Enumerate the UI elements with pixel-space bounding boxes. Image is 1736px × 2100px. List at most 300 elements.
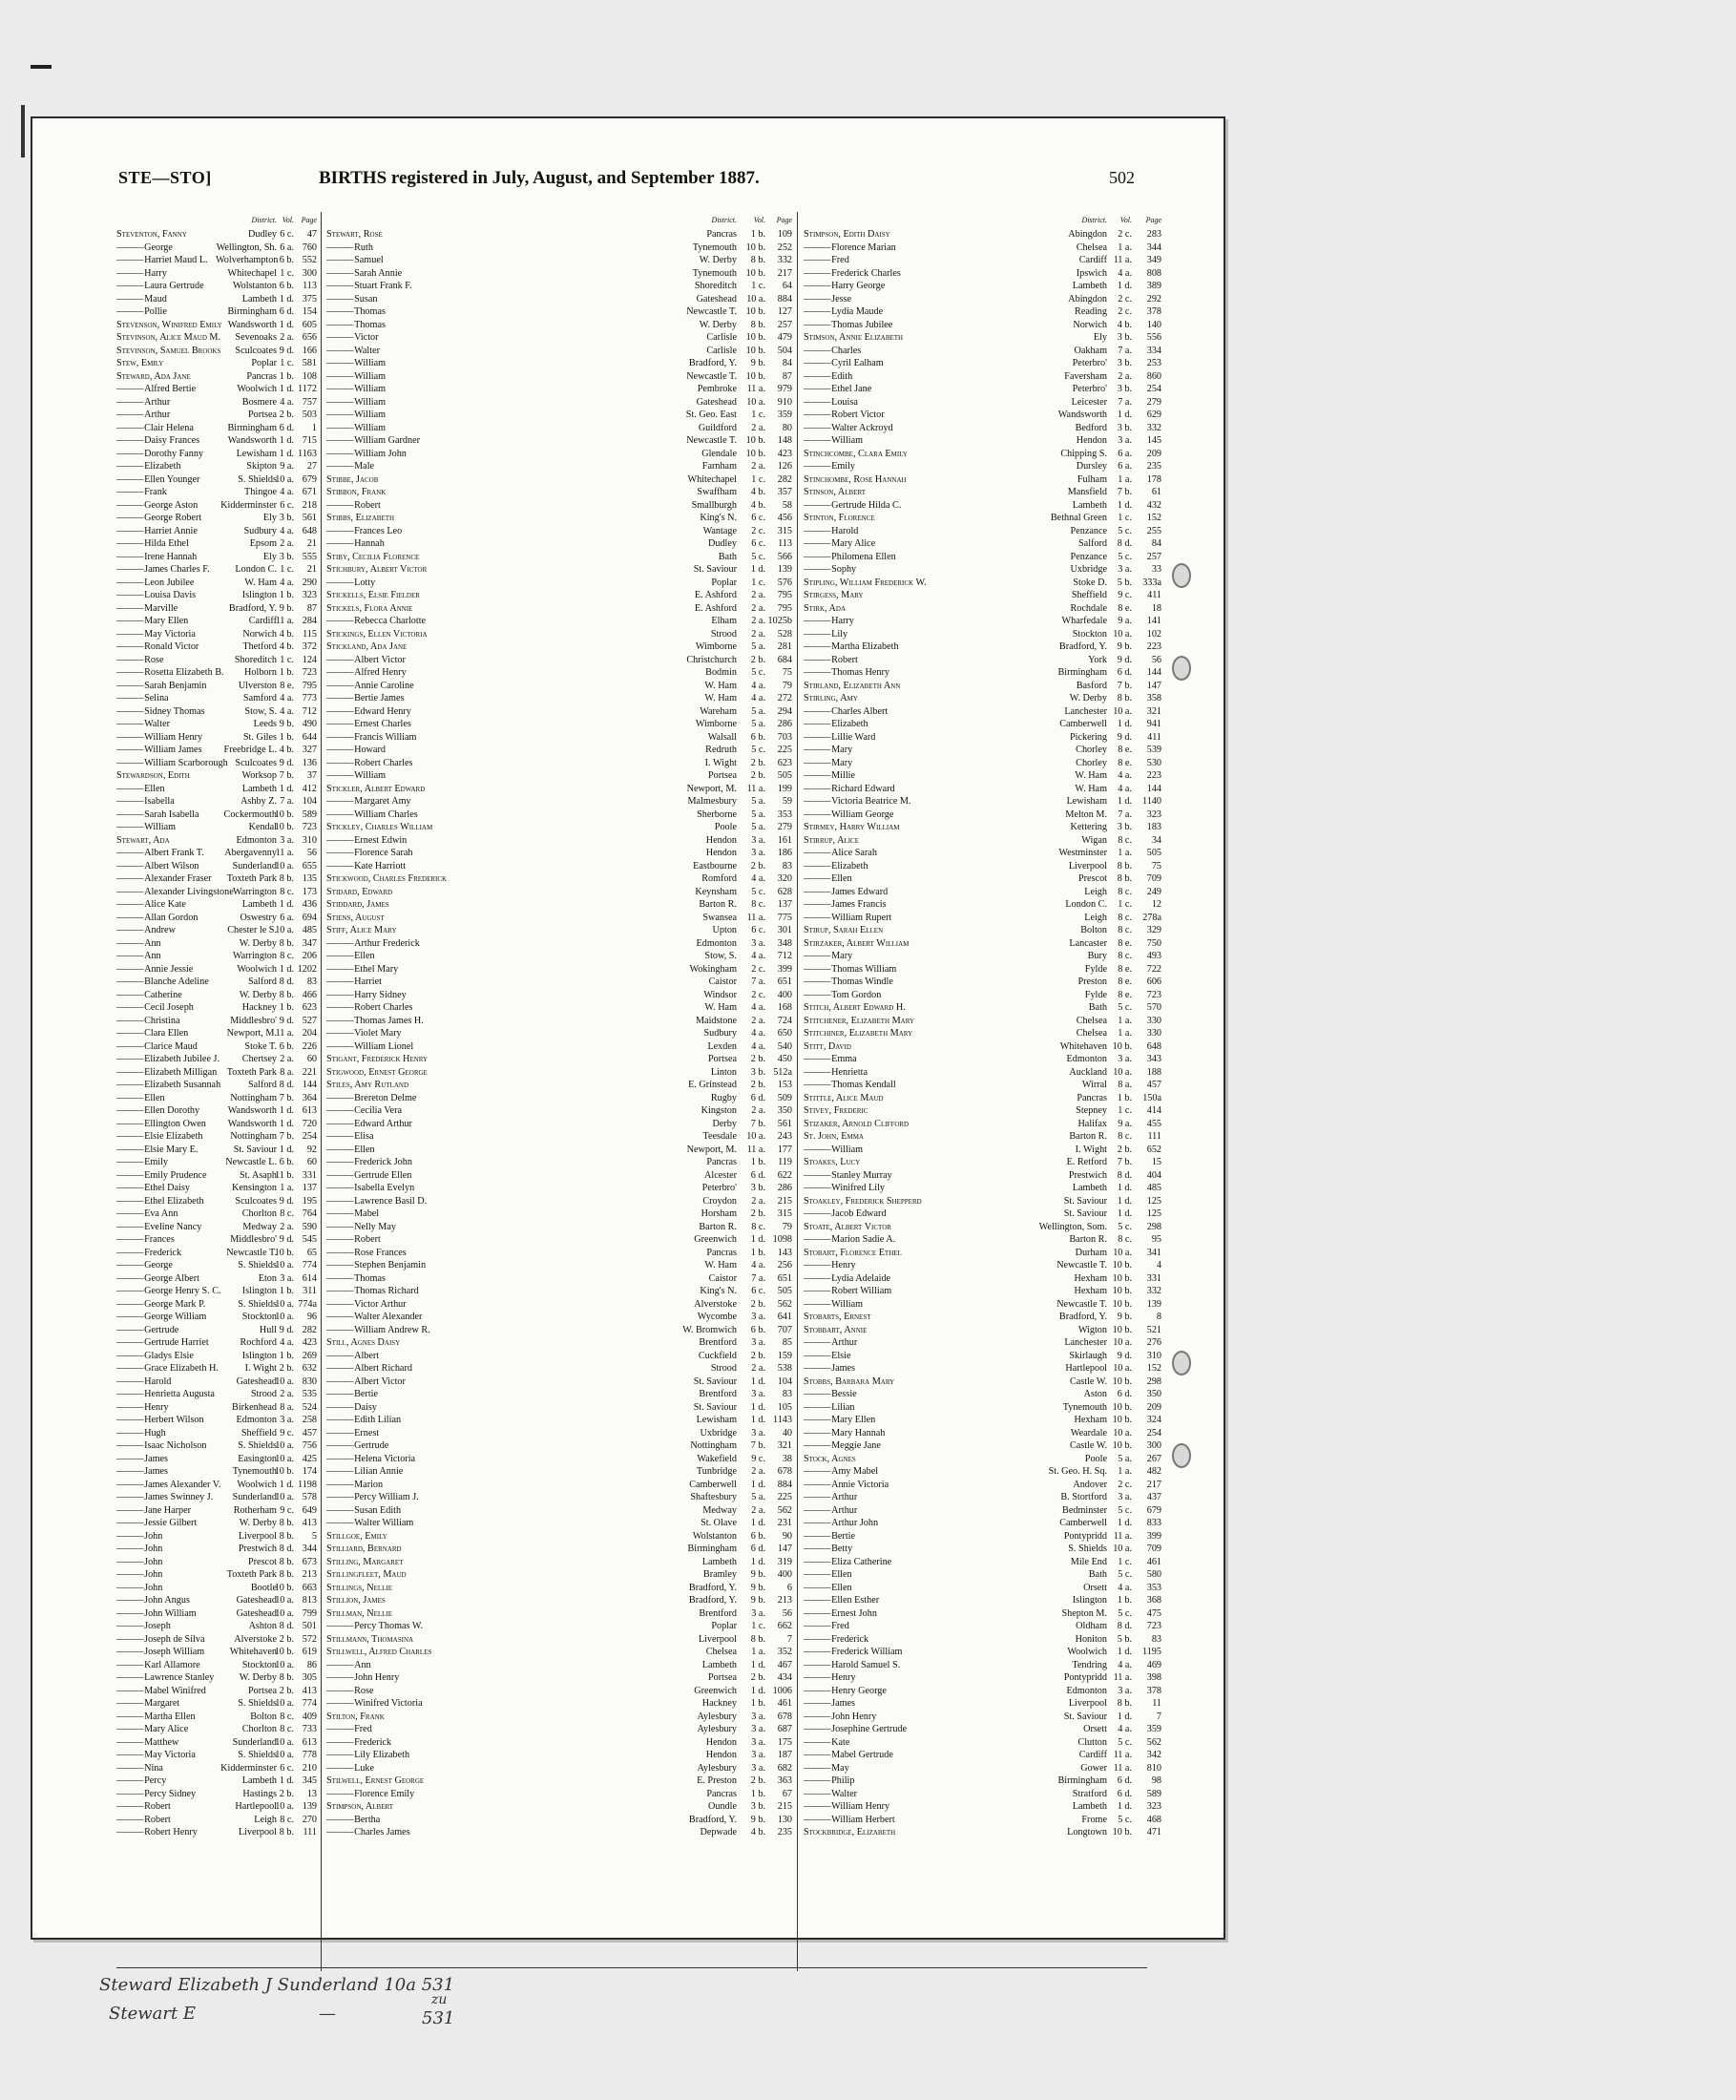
entry-name: ——— Edith — [804, 370, 1004, 384]
index-entry — [116, 551, 317, 564]
entry-district: Newport, M. — [686, 1144, 737, 1155]
entry-name: ——— Sarah Benjamin — [116, 680, 223, 693]
entry-district: Westminster — [1058, 848, 1107, 858]
index-entry — [116, 795, 317, 808]
entry-district: Aylesbury — [697, 1724, 737, 1734]
index-entry — [116, 821, 317, 834]
entry-page: 79 — [782, 1221, 792, 1232]
entry-volume: 3 a. — [1118, 1054, 1132, 1064]
index-entry — [804, 976, 1161, 989]
index-entry — [116, 1027, 317, 1040]
entry-district: W. Derby — [699, 319, 737, 330]
entry-page: 1202 — [297, 963, 317, 975]
entry-page: 209 — [1146, 448, 1161, 459]
index-entry — [804, 331, 1161, 345]
entry-page: 137 — [302, 1183, 317, 1193]
entry-volume: 6 c. — [751, 925, 765, 935]
entry-volume: 10 b. — [745, 332, 765, 343]
entry-page: 209 — [1146, 1401, 1161, 1413]
entry-volume: 9 a. — [1118, 1118, 1132, 1129]
index-entry — [804, 1504, 1161, 1518]
entry-name: ——— Henry George — [804, 1685, 1004, 1698]
entry-name: ——— Ellen — [116, 783, 223, 796]
entry-volume: 8 e. — [1118, 976, 1132, 987]
entry-volume: 10 a. — [275, 1698, 294, 1709]
entry-page: 258 — [302, 1415, 317, 1425]
entry-name: Stirrup, Alice — [804, 834, 859, 846]
entry-volume: 1 d. — [1117, 1208, 1132, 1219]
entry-volume: 9 b. — [750, 1814, 765, 1825]
entry-volume: 10 a. — [275, 1659, 294, 1670]
entry-volume: 2 a. — [280, 538, 294, 549]
entry-volume: 1 a. — [280, 1183, 294, 1193]
entry-page: 331 — [302, 1169, 317, 1181]
entry-volume: 9 d. — [279, 1234, 294, 1245]
entry-name: ——— Sarah Isabella — [116, 808, 223, 822]
entry-volume: 1 d. — [279, 899, 294, 910]
entry-volume: 2 b. — [750, 757, 765, 768]
entry-page: 724 — [777, 1015, 792, 1026]
entry-volume: 8 c. — [1118, 1131, 1132, 1142]
entry-page: 152 — [1146, 513, 1161, 523]
index-entry — [326, 242, 792, 255]
entry-name: ——— Victor Arthur — [326, 1298, 594, 1312]
entry-name: ——— Meggie Jane — [804, 1439, 1004, 1453]
entry-name: ——— Elisa — [326, 1130, 594, 1144]
entry-name: ——— Thomas Kendall — [804, 1079, 1004, 1092]
entry-name: Stillion, James — [326, 1595, 386, 1606]
index-entry — [116, 628, 317, 641]
entry-volume: 10 b. — [1112, 1260, 1132, 1270]
entry-name: ——— Jane Harper — [116, 1504, 223, 1518]
index-entry — [804, 912, 1161, 925]
entry-district: Sunderland — [232, 1736, 277, 1748]
index-entry — [116, 396, 317, 410]
handwritten-annotation-page: 531 — [422, 2008, 455, 2028]
entry-district: Sevenoaks — [235, 332, 277, 343]
entry-name: ——— Emily — [804, 460, 1004, 473]
index-entry — [804, 1066, 1161, 1080]
entry-volume: 2 a. — [280, 1054, 294, 1064]
entry-volume: 2 b. — [279, 1788, 294, 1799]
entry-district: Kettering — [1070, 822, 1107, 832]
index-entry — [804, 1633, 1161, 1647]
entry-volume: 1 d. — [279, 1118, 294, 1129]
index-entry — [116, 757, 317, 770]
entry-page: 7 — [1156, 1711, 1161, 1722]
entry-name: ——— George Aston — [116, 499, 223, 513]
entry-volume: 2 c. — [751, 963, 765, 975]
index-entry — [116, 731, 317, 745]
entry-volume: 10 b. — [1112, 1376, 1132, 1387]
entry-page: 315 — [777, 525, 792, 536]
entry-district: Poplar — [711, 1621, 737, 1631]
index-entry — [804, 1182, 1161, 1195]
entry-volume: 5 c. — [1118, 1736, 1132, 1748]
entry-page: 678 — [777, 1466, 792, 1477]
index-entry — [326, 795, 792, 808]
entry-name: Stitch, Albert Edward H. — [804, 1002, 906, 1013]
entry-page: 15 — [1151, 1157, 1161, 1167]
entry-name: ——— Elizabeth Milligan — [116, 1066, 223, 1080]
index-entry — [804, 551, 1161, 564]
entry-district: Edmonton — [1066, 1685, 1107, 1696]
entry-name: ——— Frederick — [326, 1736, 594, 1750]
entry-page: 153 — [777, 1080, 792, 1090]
index-entry — [116, 744, 317, 757]
index-entry — [804, 228, 1161, 242]
entry-volume: 10 a. — [1113, 1247, 1132, 1258]
entry-district: Pancras — [706, 1157, 737, 1167]
index-entry — [804, 1568, 1161, 1582]
entry-name: ——— Robert William — [804, 1285, 1004, 1298]
index-entry — [804, 460, 1161, 473]
entry-district: Sculcoates — [235, 757, 277, 768]
entry-name: ——— Grace Elizabeth H. — [116, 1362, 223, 1376]
entry-name: ——— Ann — [326, 1659, 594, 1672]
entry-name: ——— Harold — [116, 1376, 223, 1389]
entry-volume: 5 c. — [1118, 551, 1132, 562]
entry-page: 111 — [303, 1827, 317, 1838]
index-entry — [326, 1697, 792, 1711]
entry-name: ——— Alfred Henry — [326, 666, 594, 680]
entry-volume: 5 a. — [751, 822, 765, 832]
entry-volume: 9 c. — [1118, 590, 1132, 600]
index-entry — [804, 1272, 1161, 1286]
entry-name: ——— William Herbert — [804, 1814, 1004, 1827]
index-entry — [116, 1247, 317, 1260]
entry-district: Liverpool — [698, 1633, 737, 1645]
entry-name: ——— Irene Hannah — [116, 551, 223, 564]
entry-district: Hendon — [1076, 435, 1107, 446]
entry-name: ——— Percy — [116, 1774, 223, 1788]
entry-name: Stevenson, Winifred Emily — [116, 319, 222, 330]
entry-district: Freebridge L. — [223, 745, 277, 755]
entry-name: ——— Robert Charles — [326, 1001, 594, 1015]
entry-volume: 10 a. — [275, 1595, 294, 1606]
entry-district: Middlesbro' — [230, 1015, 277, 1026]
entry-name: ——— Selina — [116, 692, 223, 705]
entry-district: St. Saviour — [233, 1144, 277, 1155]
entry-page: 127 — [777, 306, 792, 317]
index-entry — [116, 422, 317, 435]
index-entry — [116, 512, 317, 525]
index-entry — [804, 924, 1161, 937]
entry-volume: 10 a. — [275, 1440, 294, 1451]
entry-district: Caistor — [708, 976, 737, 987]
entry-page: 223 — [1146, 641, 1161, 652]
entry-district: Stockton — [1072, 628, 1107, 640]
entry-page: 581 — [302, 358, 317, 368]
entry-district: B. Stortford — [1060, 1492, 1107, 1502]
entry-page: 210 — [302, 1762, 317, 1774]
entry-page: 40 — [782, 1427, 792, 1438]
entry-name: ——— Isabella — [116, 795, 223, 808]
entry-district: Stow, S. — [244, 705, 277, 717]
entry-page: 6 — [786, 1582, 792, 1593]
entry-district: Wycombe — [697, 1312, 737, 1322]
entry-name: ——— Andrew — [116, 924, 223, 937]
index-entry — [116, 654, 317, 667]
entry-page: 512a — [773, 1066, 792, 1078]
entry-page: 404 — [1146, 1169, 1161, 1181]
index-entry — [116, 1800, 317, 1814]
entry-name: ——— Robert — [326, 499, 594, 513]
entry-volume: 5 c. — [751, 745, 765, 755]
entry-district: Barton R. — [1069, 1234, 1107, 1245]
index-entry — [804, 1749, 1161, 1762]
entry-volume: 10 a. — [1113, 1337, 1132, 1348]
entry-volume: 10 b. — [1112, 1324, 1132, 1335]
entry-volume: 2 c. — [751, 989, 765, 1000]
entry-volume: 3 b. — [1117, 422, 1132, 433]
entry-name: Stiens, August — [326, 912, 385, 923]
index-entry — [116, 1711, 317, 1724]
entry-volume: 6 b. — [750, 1324, 765, 1335]
entry-district: Bradford, Y. — [688, 1582, 737, 1593]
entry-volume: 1 c. — [751, 281, 765, 291]
index-entry — [326, 1774, 792, 1788]
entry-name: Stickells, Elsie Fielder — [326, 590, 420, 600]
entry-volume: 2 a. — [751, 1015, 765, 1026]
entry-district: Wigan — [1081, 834, 1107, 846]
entry-name: ——— Edward Arthur — [326, 1118, 594, 1131]
index-entry — [804, 1427, 1161, 1440]
index-entry — [804, 1646, 1161, 1659]
entry-district: S. Shields — [238, 473, 277, 485]
entry-district: King's N. — [700, 1286, 737, 1296]
index-entry — [116, 860, 317, 873]
index-entry — [804, 989, 1161, 1002]
entry-district: Birmingham — [1057, 667, 1107, 678]
entry-page: 281 — [777, 641, 792, 652]
index-entry — [804, 860, 1161, 873]
index-entry — [116, 1697, 317, 1711]
entry-page: 1163 — [298, 448, 317, 459]
index-entry — [326, 705, 792, 719]
entry-district: Medway — [702, 1504, 737, 1516]
entry-name: Stiddard, James — [326, 899, 389, 910]
entry-page: 562 — [777, 1504, 792, 1516]
entry-page: 490 — [302, 719, 317, 729]
entry-page: 345 — [302, 1775, 317, 1786]
entry-volume: 4 b. — [750, 487, 765, 497]
index-entry — [326, 1568, 792, 1582]
entry-volume: 8 b. — [279, 1827, 294, 1838]
index-entry — [804, 1092, 1161, 1105]
entry-name: ——— Samuel — [326, 254, 594, 267]
entry-volume: 2 a. — [751, 1195, 765, 1207]
entry-page: 504 — [777, 345, 792, 356]
entry-volume: 8 a. — [280, 1401, 294, 1413]
entry-district: Durham — [1075, 1247, 1107, 1258]
entry-name: ——— Harry Sidney — [326, 989, 594, 1002]
entry-page: 105 — [777, 1401, 792, 1413]
entry-volume: 10 a. — [1113, 1363, 1132, 1374]
entry-name: ——— Tom Gordon — [804, 989, 1004, 1002]
entry-volume: 8 b. — [279, 1518, 294, 1528]
entry-name: Stobbs, Barbara Mary — [804, 1376, 895, 1387]
entry-page: 467 — [777, 1659, 792, 1670]
entry-name: ——— Amy Mabel — [804, 1465, 1004, 1479]
entry-name: Stinton, Florence — [804, 513, 875, 523]
entry-district: Portsea — [708, 1054, 737, 1064]
entry-name: Stibbs, Elizabeth — [326, 513, 395, 523]
entry-district: Hackney — [701, 1698, 737, 1709]
page-heading: Page — [301, 216, 317, 224]
entry-page: 332 — [1146, 1286, 1161, 1296]
entry-name: ——— Hilda Ethel — [116, 537, 223, 551]
entry-page: 703 — [777, 731, 792, 743]
entry-volume: 6 d. — [1117, 1788, 1132, 1799]
index-entry — [326, 1156, 792, 1169]
entry-volume: 10 a. — [275, 1376, 294, 1387]
entry-page: 111 — [1147, 1131, 1161, 1142]
index-entry — [326, 1749, 792, 1762]
index-entry — [804, 1517, 1161, 1530]
index-entry — [804, 434, 1161, 448]
entry-page: 226 — [302, 1040, 317, 1052]
entry-page: 333a — [1142, 577, 1161, 588]
entry-name: ——— James Francis — [804, 898, 1004, 912]
entry-volume: 6 c. — [280, 229, 294, 240]
entry-page: 115 — [303, 628, 317, 640]
entry-district: Wandsworth — [227, 435, 277, 446]
entry-name: ——— Walter William — [326, 1517, 594, 1530]
entry-district: Chorlton — [241, 1724, 277, 1734]
entry-volume: 2 b. — [750, 1672, 765, 1683]
entry-page: 64 — [782, 281, 792, 291]
entry-volume: 1 b. — [750, 1157, 765, 1167]
entry-page: 566 — [777, 551, 792, 562]
entry-page: 83 — [782, 1389, 792, 1399]
index-entry — [326, 1053, 792, 1066]
entry-page: 254 — [1146, 384, 1161, 394]
entry-name: ——— George Robert — [116, 512, 223, 525]
entry-volume: 2 b. — [750, 770, 765, 781]
entry-page: 538 — [777, 1363, 792, 1374]
entry-district: Castle W. — [1069, 1376, 1107, 1387]
entry-volume: 11 a. — [1113, 1530, 1132, 1542]
entry-volume: 8 c. — [280, 1724, 294, 1734]
entry-district: Elham — [711, 616, 737, 626]
entry-district: Andover — [1073, 1479, 1107, 1490]
entry-district: Wandsworth — [227, 319, 277, 330]
entry-page: 357 — [777, 487, 792, 497]
entry-district: Salford — [1078, 538, 1107, 549]
entry-name: ——— Charles James — [326, 1826, 594, 1839]
entry-district: Pancras — [706, 229, 737, 240]
entry-name: ——— Mary Hannah — [804, 1427, 1004, 1440]
entry-volume: 7 b. — [750, 1118, 765, 1129]
entry-page: 348 — [777, 937, 792, 949]
entry-page: 253 — [1146, 358, 1161, 368]
index-entry — [326, 1311, 792, 1324]
entry-volume: 3 a. — [751, 1736, 765, 1748]
entry-district: Sculcoates — [235, 345, 277, 356]
entry-page: 723 — [302, 822, 317, 832]
entry-page: 795 — [777, 602, 792, 614]
entry-name: ——— Elizabeth Susannah — [116, 1079, 223, 1092]
index-entry — [326, 1556, 792, 1569]
entry-district: Stepney — [1076, 1105, 1107, 1116]
entry-volume: 2 a. — [751, 616, 765, 626]
entry-page: 1025b — [767, 616, 792, 626]
entry-volume: 9 b. — [1117, 1312, 1132, 1322]
entry-name: Stoakley, Frederick Shepperd — [804, 1195, 922, 1207]
entry-page: 136 — [302, 757, 317, 768]
entry-page: 225 — [777, 745, 792, 755]
entry-name: ——— Albert Wilson — [116, 860, 223, 873]
entry-volume: 4 a. — [280, 693, 294, 704]
entry-volume: 3 a. — [751, 1427, 765, 1438]
index-entry — [804, 1376, 1161, 1389]
entry-name: Stitt, David — [804, 1040, 851, 1052]
entry-name: Stoakes, Lucy — [804, 1157, 861, 1167]
entry-name: ——— William Gardner — [326, 434, 594, 448]
entry-name: ——— Nina — [116, 1762, 223, 1775]
entry-page: 183 — [1146, 822, 1161, 832]
entry-district: Portsea — [248, 1685, 277, 1696]
entry-volume: 1 b. — [279, 667, 294, 678]
index-entry — [116, 1195, 317, 1208]
entry-volume: 10 b. — [274, 1647, 294, 1657]
entry-name: Stillmann, Thomasina — [326, 1633, 414, 1645]
entry-name: ——— Arthur John — [804, 1517, 1004, 1530]
entry-name: ——— Louisa Davis — [116, 589, 223, 602]
entry-name: ——— Albert Victor — [326, 1376, 594, 1389]
entry-volume: 8 b. — [279, 1672, 294, 1683]
entry-name: ——— Daisy — [326, 1401, 594, 1415]
index-entry — [804, 1324, 1161, 1337]
entry-name: Stobbart, Annie — [804, 1324, 868, 1335]
entry-page: 144 — [1146, 783, 1161, 794]
entry-volume: 9 b. — [279, 719, 294, 729]
entry-volume: 11 a. — [1113, 1750, 1132, 1760]
entry-page: 139 — [1146, 1298, 1161, 1310]
entry-volume: 6 b. — [279, 255, 294, 265]
index-entry — [116, 499, 317, 513]
entry-name: ——— Richard Edward — [804, 783, 1004, 796]
entry-name: Stillingfleet, Maud — [326, 1569, 407, 1580]
entry-district: Chelsea — [1076, 242, 1107, 253]
entry-page: 187 — [777, 1750, 792, 1760]
entry-name: ——— Clarice Maud — [116, 1040, 223, 1054]
entry-name: ——— Lydia Maude — [804, 305, 1004, 319]
entry-name: ——— Ernest Edwin — [326, 834, 594, 848]
entry-name: ——— Nelly May — [326, 1221, 594, 1234]
entry-volume: 3 a. — [751, 1724, 765, 1734]
entry-volume: 1 b. — [750, 229, 765, 240]
entry-district: Birmingham — [227, 422, 277, 433]
entry-page: 350 — [1146, 1389, 1161, 1399]
entry-district: Camberwell — [689, 1479, 737, 1490]
entry-page: 399 — [777, 963, 792, 975]
index-entry — [804, 1723, 1161, 1736]
entry-district: Christchurch — [686, 654, 737, 665]
entry-name: ——— Thomas Henry — [804, 666, 1004, 680]
entry-name: ——— Cecil Joseph — [116, 1001, 223, 1015]
entry-district: Thingoe — [244, 487, 277, 497]
index-entry — [804, 1800, 1161, 1814]
entry-district: Sudbury — [703, 1028, 737, 1039]
entry-page: 413 — [302, 1518, 317, 1528]
entry-name: ——— James — [804, 1362, 1004, 1376]
entry-volume: 6 c. — [751, 1286, 765, 1296]
index-entry — [326, 1711, 792, 1724]
entry-district: Hendon — [705, 834, 737, 846]
index-entry — [326, 1350, 792, 1363]
